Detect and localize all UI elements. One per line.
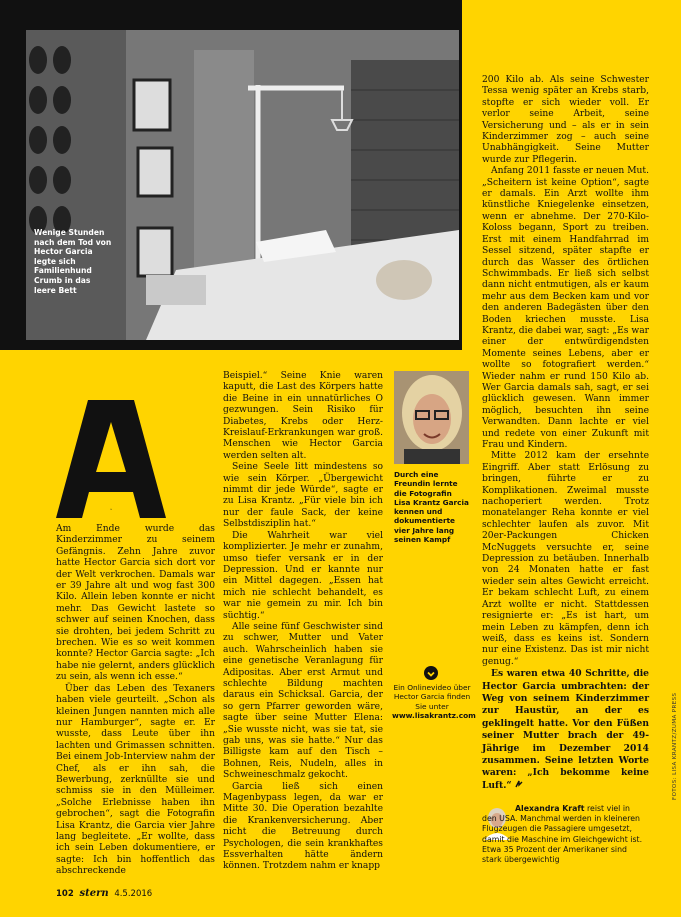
- portrait-image: [394, 371, 469, 464]
- portrait-caption: Durch eine Freundin lernte die Fotografin Lisa Krantz Garcia kennen und dokumentierte vier Jahre lang seinen Kampf: [394, 470, 469, 545]
- author-bio: [482, 804, 647, 865]
- video-note-text: Ein Onlinevideo über Hector Garcia finden Sie unter: [393, 683, 471, 711]
- paragraph: Am Ende wurde das Kinderzimmer zu seinem Gefängnis. Zehn Jahre zuvor hatte Hector Garcia sich dort vor der Welt verkrochen. Damals war er 39 Jahre alt und wog fast 300 Kilo. Allein leben konnte er nicht mehr. Das Gewicht lastete so schwer auf seinen Knochen, dass sie drohten, bei jedem Schritt zu brechen. Wie es so weit kommen konnte? Hector Garcia sagte: „Ich habe nie gelernt, anders glücklich zu sein, als wenn ich esse.“: [56, 524, 215, 683]
- photographer-portrait: [394, 371, 469, 464]
- author-name: Alexandra Kraft: [515, 804, 585, 813]
- page-footer: [56, 888, 152, 899]
- video-chevron-icon: [424, 666, 438, 680]
- video-note: [392, 683, 476, 720]
- photo-credit: FOTOS: LISA KRANTZ/ZUMA PRESS: [672, 692, 678, 800]
- page-number: 102: [56, 889, 74, 899]
- paragraph: Anfang 2011 fasste er neuen Mut. „Scheitern ist keine Option“, sagte er damals. Ein Arzt wollte ihm künstliche Kniegelenke einsetzen, wenn er abnehme. Der 270-Kilo-Koloss begann, Sport zu treiben. Erst mit einem Handfahrrad im Sessel sitzend, später stapfte er durch das Wasser des örtlichen Schwimmbads. Er ließ sich selbst dann nicht entmutigen, als er kaum mehr aus dem Becken kam und vor den anderen Badegästen über den Boden kriechen musste. Lisa Krantz, die dabei war, sagt: „Es war einer der entwürdigendsten Momente seines Lebens, aber er wollte so fotografiert werden.“ Wieder nahm er rund 150 Kilo ab. Wer Garcia damals sah, sagt, er sei glücklich gewesen. Wann immer möglich, besuchten ihn seine Verwandten. Dann lachte er viel und redete von einer Zukunft mit Frau und Kindern.: [482, 166, 649, 450]
- paragraph: Seine Seele litt mindestens so wie sein Körper. „Übergewicht nimmt dir jede Würde“, sagte er zu Lisa Krantz. „Für viele bin ich nur der faule Sack, der keine Selbstdisziplin hat.“: [223, 462, 383, 530]
- video-link[interactable]: www.lisakrantz.com: [392, 710, 476, 720]
- issue-date: 4.5.2016: [114, 889, 153, 899]
- article-column-1: [56, 524, 215, 878]
- dropcap-letter: [56, 400, 166, 518]
- author-bio-text: reist viel in den USA. Manchmal werden in kleineren Flugzeugen die Passagiere umgesetzt, damit die Maschine im Gleichgewicht ist. Etwa 35 Prozent der Amerikaner sind stark übergewichtig: [482, 804, 643, 865]
- photo-caption: Wenige Stunden nach dem Tod von Hector Garcia legte sich Familienhund Crumb in das leere Bett: [34, 228, 112, 295]
- dropcap-letter-text: A: [110, 509, 112, 511]
- paragraph: Über das Leben des Texaners haben viele geurteilt. „Schon als kleinen Jungen nannten mich alle nur Hamburger“, sagte er. Er wusste, dass Leute über ihn lachten und Grimassen schnitten. Bei einem Job-Interview nahm der Chef, als er ihn sah, die Bewerbung, zerknüllte sie und schmiss sie in den Mülleimer. „Solche Erlebnisse haben ihn gebrochen“, sagt die Fotografin Lisa Krantz, die Garcia vier Jahre lang begleitete. „Er wollte, dass ich sein Leben dokumentiere, er sagte: Ich bin hoffentlich das abschreckende: [56, 683, 215, 877]
- paragraph: Garcia ließ sich einen Magenbypass legen, da war er Mitte 30. Die Operation bezahlte die Krankenversicherung. Aber nicht die Betreuung durch Psychologen, die sein krankhaftes Essverhalten hätte ändern können. Trotzdem nahm er knapp: [223, 781, 383, 872]
- paragraph: Mitte 2012 kam der ersehnte Eingriff. Aber statt Erlösung zu bringen, führte er zu Komplikationen. Zweimal musste nachoperiert werden. Trotz monatelanger Reha konnte er viel schlechter laufen als zuvor. Mit 20er-Packungen Chicken McNuggets versuchte er, seine Depression zu betäuben. Innerhalb von 24 Monaten hatte er fast wieder sein altes Gewicht erreicht. Er bekam schlecht Luft, zu einem Arzt wollte er nicht. Stattdessen resignierte er: „Es ist hart, um mein Leben zu kämpfen, denn ich weiß, dass es keins ist. Sondern nur eine Existenz. Das ist mir nicht genug.“: [482, 451, 649, 667]
- article-column-2: [223, 371, 383, 873]
- paragraph: Die Wahrheit war viel komplizierter. Je mehr er zunahm, umso tiefer versank er in der Depression. Und er kannte nur ein Mittel dagegen. „Essen hat mich nie schlecht behandelt, es war nie gemein zu mir. Ich bin süchtig.“: [223, 530, 383, 621]
- end-mark-icon: [515, 780, 523, 788]
- brand-logo: stern: [79, 888, 109, 899]
- paragraph: Alle seine fünf Geschwister sind zu schwer, Mutter und Vater auch. Wahrscheinlich haben sie eine genetische Veranlagung für Adipositas. Aber erst Armut und schlechte Bildung machten daraus ein Schicksal. Garcia, der so gern Pfarrer geworden wäre, sagte über seine Mutter Elena: „Sie wusste nicht, was sie tat, sie gab uns, was sie hatte.“ Nur das Billigste kam auf den Tisch – Bohnen, Reis, Nudeln, alles in Schweineschmalz gekocht.: [223, 621, 383, 781]
- article-column-3: [482, 75, 649, 792]
- final-paragraph: Es waren etwa 40 Schritte, die Hector Garcia umbrachten: der Weg von seinem Kinderzimmer zur Haustür, an der es geklingelt hatte. Vor den Füßen seiner Mutter brach der 49-Jährige im Dezember 2014 zusammen. Seine letzten Worte waren: „Ich bekomme keine Luft.“: [482, 668, 649, 791]
- paragraph: 200 Kilo ab. Als seine Schwester Tessa wenig später an Krebs starb, stopfte er sich wieder voll. Er verlor seine Arbeit, seine Versicherung und – als er in sein Kinderzimmer zog – auch seine Unabhängigkeit. Seine Mutter wurde zur Pflegerin.: [482, 75, 649, 165]
- paragraph: [482, 668, 649, 792]
- paragraph: Beispiel.“ Seine Knie waren kaputt, die Last des Körpers hatte die Beine in ein unnatürliches O gezwungen. Sein Risiko für Diabetes, Krebs oder Herz-Kreislauf-Erkrankungen war groß. Menschen wie Hector Garcia werden selten alt.: [223, 371, 383, 461]
